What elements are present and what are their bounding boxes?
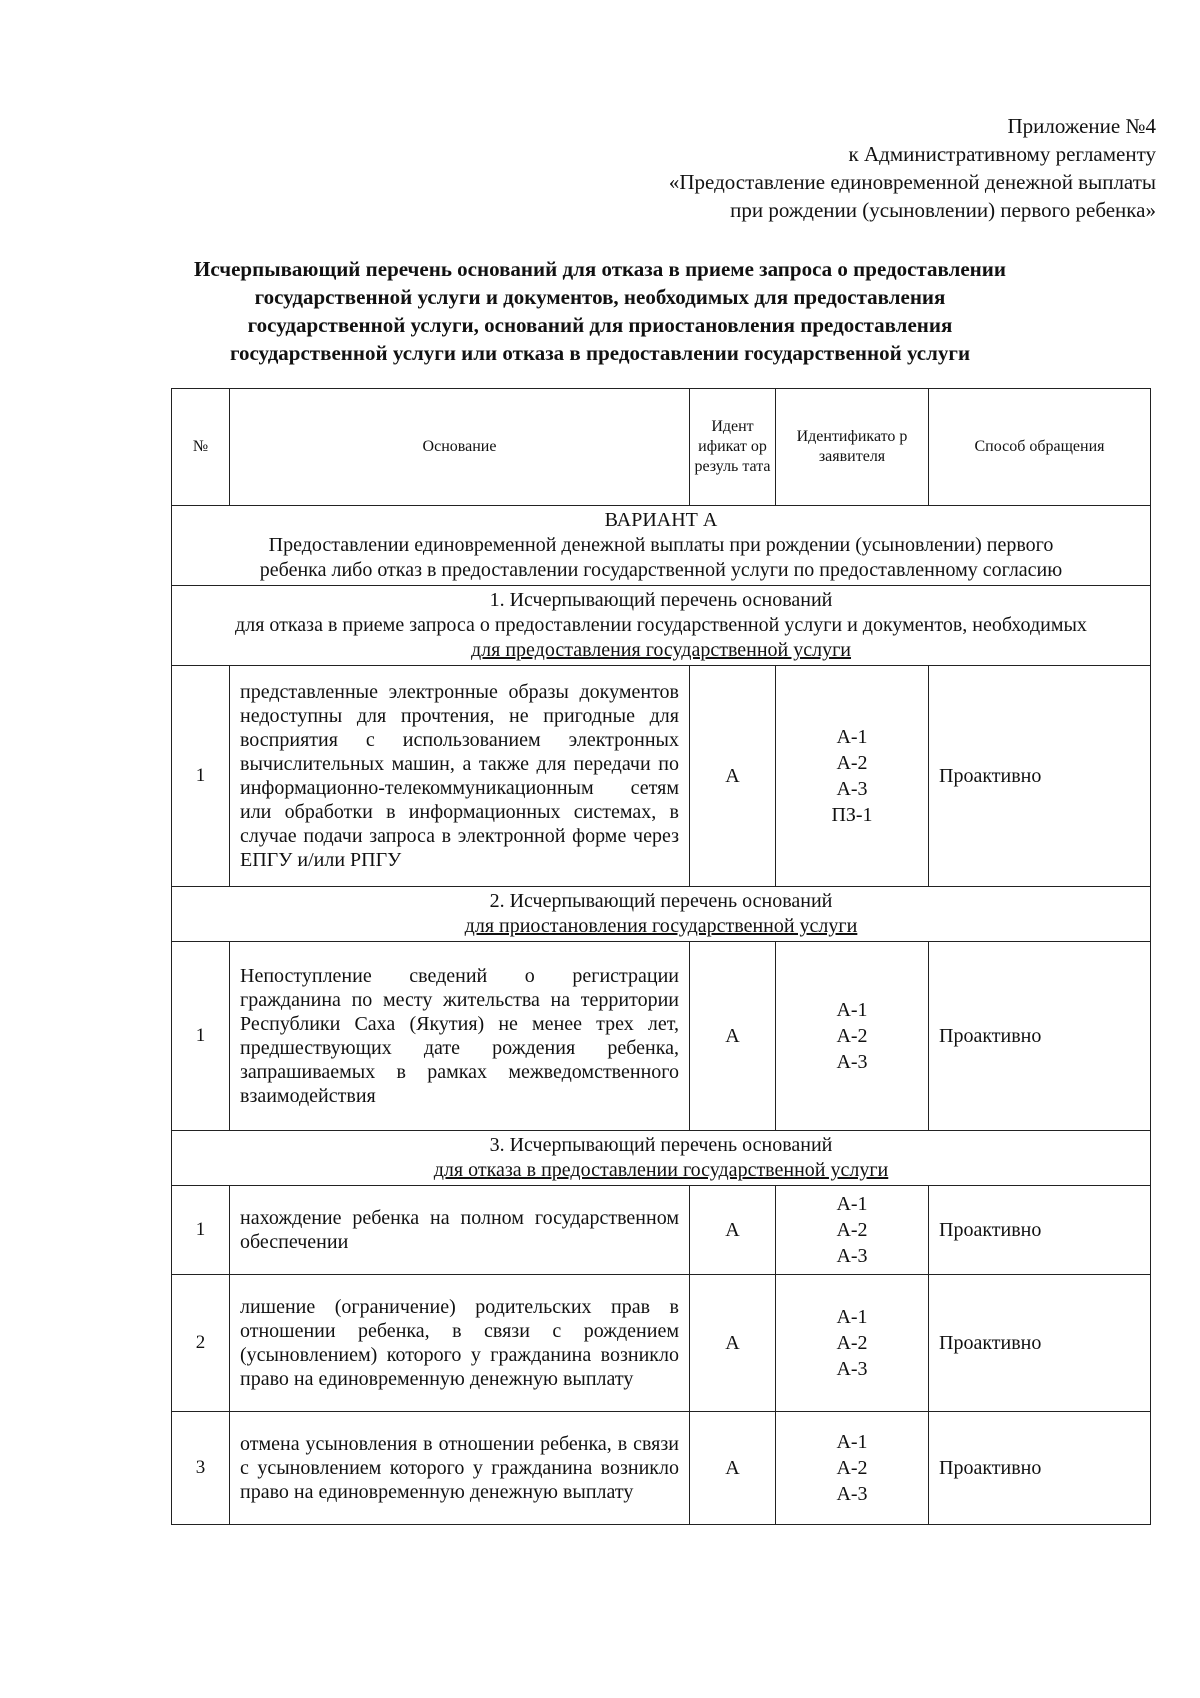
table-row (172, 942, 1151, 1131)
row-reason: представленные электронные образы документов недоступны для прочтения, не пригодные для восприятия с использованием электронных вычислительных машин, а также для передачи по информационно-телекоммуникационным сетям или обработки в информационных системах, в случае подачи запроса в электронной форме через ЕПГУ и/или РПГУ (230, 666, 690, 887)
row-reason: нахождение ребенка на полном государственном обеспечении (230, 1186, 690, 1275)
row-result-id: А (690, 1412, 776, 1525)
section-row (172, 887, 1151, 942)
applicant-id: А-3 (836, 778, 868, 800)
row-applicant-ids (776, 1412, 929, 1525)
section-heading-line: для приостановления государственной услуги (464, 915, 858, 937)
row-method: Проактивно (929, 1412, 1151, 1525)
applicant-id: А-3 (836, 1051, 868, 1073)
appendix-line: к Административному регламенту (848, 142, 1156, 166)
row-result-id: А (690, 942, 776, 1131)
row-result-id: А (690, 666, 776, 887)
section-heading-cell (172, 586, 1151, 666)
table-row (172, 1275, 1151, 1412)
table-row (172, 666, 1151, 887)
applicant-id: ПЗ-1 (831, 804, 873, 826)
title-line: Исчерпывающий перечень оснований для отказа в приеме запроса о предоставлении (194, 257, 1006, 281)
row-applicant-ids (776, 666, 929, 887)
appendix-line: Приложение №4 (1007, 114, 1156, 138)
section-heading-line: 3. Исчерпывающий перечень оснований (489, 1134, 833, 1156)
row-applicant-ids (776, 1186, 929, 1275)
section-row (172, 586, 1151, 666)
section-heading-line: для отказа в предоставлении государственной услуги (433, 1159, 889, 1181)
row-reason: Непоступление сведений о регистрации гражданина по месту жительства на территории Республики Саха (Якутия) не менее трех лет, предшествующих дате рождения ребенка, запрашиваемых в рамках межведомственного взаимодействия (230, 942, 690, 1131)
row-reason: лишение (ограничение) родительских прав в отношении ребенка, в связи с рождением (усыновлением) которого у гражданина возникло право на единовременную денежную выплату (230, 1275, 690, 1412)
section-row (172, 1131, 1151, 1186)
applicant-id: А-1 (836, 1306, 868, 1328)
header-reason: Основание (230, 389, 690, 506)
row-reason: отмена усыновления в отношении ребенка, в связи с усыновлением которого у гражданина возникло право на единовременную денежную выплату (230, 1412, 690, 1525)
applicant-id: А-1 (836, 999, 868, 1021)
variant-line: Предоставлении единовременной денежной выплаты при рождении (усыновлении) первого (268, 534, 1054, 556)
variant-line: ребенка либо отказ в предоставлении государственной услуги по предоставленному согласию (259, 559, 1063, 581)
variant-heading: ВАРИАНТ А (604, 509, 718, 531)
row-num: 1 (172, 666, 230, 887)
section-heading-line: 1. Исчерпывающий перечень оснований (489, 589, 833, 611)
section-heading-cell (172, 1131, 1151, 1186)
appendix-header (456, 112, 1156, 224)
header-num: № (172, 389, 230, 506)
row-method: Проактивно (929, 1186, 1151, 1275)
appendix-line: «Предоставление единовременной денежной выплаты (668, 170, 1156, 194)
row-applicant-ids (776, 942, 929, 1131)
row-method: Проактивно (929, 942, 1151, 1131)
applicant-id: А-3 (836, 1483, 868, 1505)
applicant-id: А-1 (836, 726, 868, 748)
header-method: Способ обращения (929, 389, 1151, 506)
table-row (172, 1412, 1151, 1525)
title-line: государственной услуги и документов, необходимых для предоставления (254, 285, 946, 309)
applicant-id: А-3 (836, 1245, 868, 1267)
table-body (172, 506, 1151, 1525)
variant-cell (172, 506, 1151, 586)
document-title (150, 255, 1050, 367)
applicant-id: А-2 (836, 1457, 868, 1479)
grounds-table (171, 388, 1151, 1525)
appendix-line: при рождении (усыновлении) первого ребенка» (730, 198, 1156, 222)
applicant-id: А-2 (836, 1332, 868, 1354)
section-heading-line: для отказа в приеме запроса о предоставлении государственной услуги и документов, необходимых (235, 614, 1087, 636)
row-num: 1 (172, 1186, 230, 1275)
table-header-row (172, 389, 1151, 506)
row-result-id: А (690, 1186, 776, 1275)
header-result-id: Идент ификат ор резуль тата (690, 389, 776, 506)
applicant-id: А-1 (836, 1431, 868, 1453)
table-row (172, 1186, 1151, 1275)
applicant-id: А-2 (836, 1219, 868, 1241)
section-heading-line: 2. Исчерпывающий перечень оснований (489, 890, 833, 912)
applicant-id: А-3 (836, 1358, 868, 1380)
section-heading-line: для предоставления государственной услуги (470, 639, 852, 661)
row-num: 2 (172, 1275, 230, 1412)
applicant-id: А-2 (836, 1025, 868, 1047)
title-line: государственной услуги или отказа в предоставлении государственной услуги (229, 341, 971, 365)
row-num: 1 (172, 942, 230, 1131)
applicant-id: А-1 (836, 1193, 868, 1215)
row-result-id: А (690, 1275, 776, 1412)
row-method: Проактивно (929, 666, 1151, 887)
section-heading-cell (172, 887, 1151, 942)
applicant-id: А-2 (836, 752, 868, 774)
title-line: государственной услуги, оснований для приостановления предоставления (247, 313, 953, 337)
variant-row (172, 506, 1151, 586)
row-method: Проактивно (929, 1275, 1151, 1412)
header-applicant-id: Идентификато р заявителя (776, 389, 929, 506)
row-num: 3 (172, 1412, 230, 1525)
row-applicant-ids (776, 1275, 929, 1412)
